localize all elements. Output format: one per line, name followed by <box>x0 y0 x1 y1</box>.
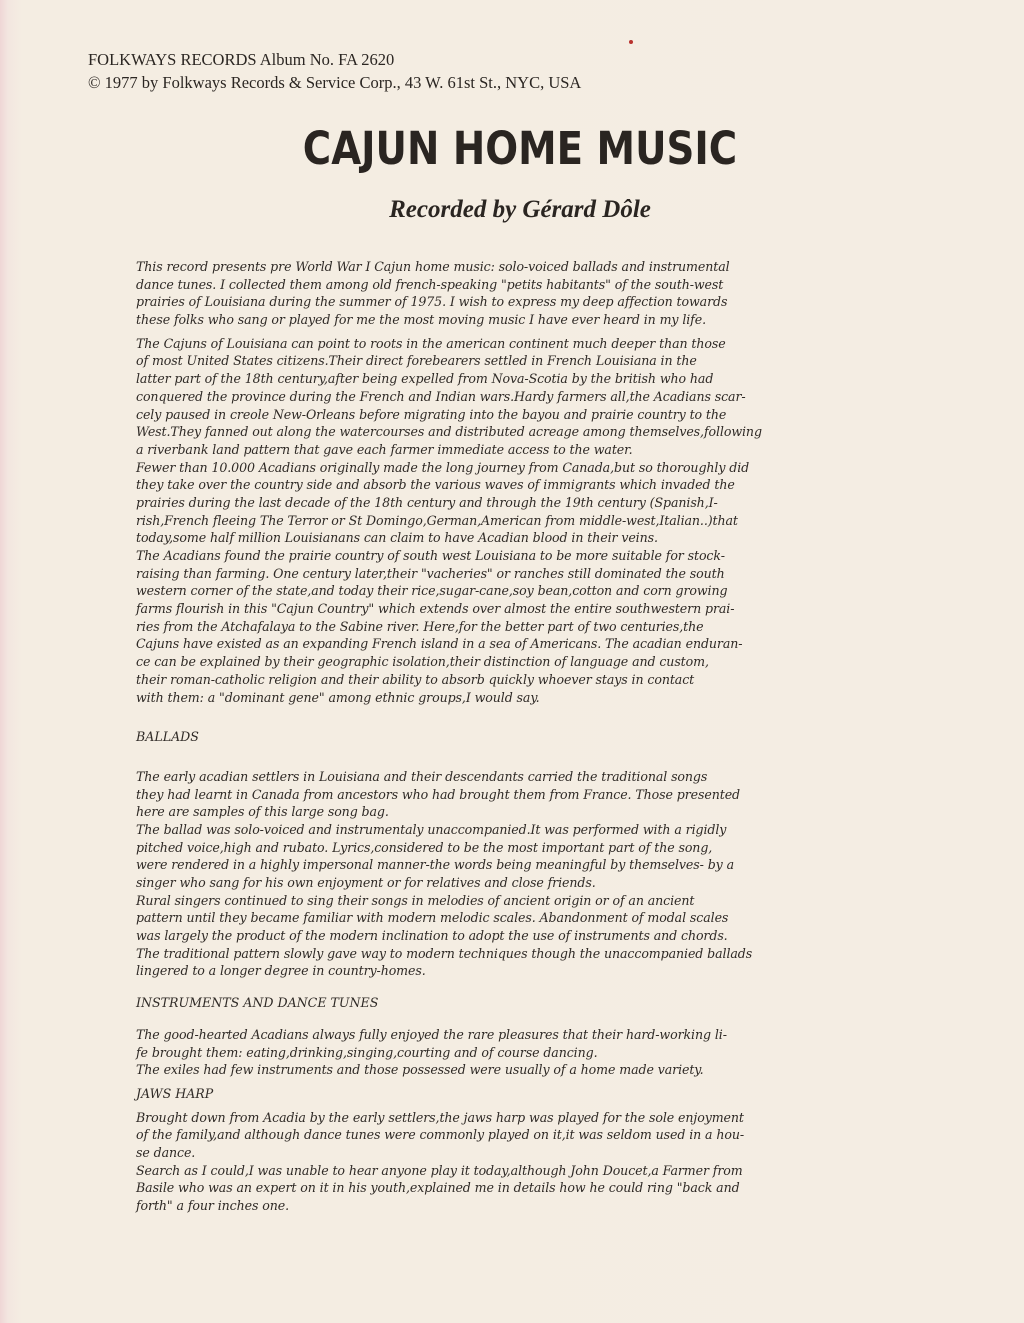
page-subtitle: Recorded by Gérard Dôle <box>389 196 651 223</box>
text-line: Brought down from Acadia by the early settlers,the jaws harp was played for the sole enjoyment <box>136 1109 744 1125</box>
text-line: rish,French fleeing The Terror or St Domingo,German,American from middle-west,Italian..)that <box>136 512 738 528</box>
paragraph <box>136 335 926 706</box>
text-line: This record presents pre World War I Cajun home music: solo-voiced ballads and instrumental <box>136 259 730 274</box>
catalog-header <box>88 48 581 94</box>
section-heading: JAWS HARP <box>136 1085 214 1101</box>
paragraph-gap <box>136 746 926 768</box>
section-heading: BALLADS <box>136 729 199 745</box>
text-line: prairies during the last decade of the 18th century and through the 19th century (Spanish,I- <box>136 494 718 510</box>
paragraph-gap <box>136 980 926 994</box>
text-line: The exiles had few instruments and those possessed were usually of a home made variety. <box>136 1062 704 1078</box>
text-line: se dance. <box>136 1144 196 1160</box>
paragraph-gap <box>136 706 926 728</box>
section-heading: INSTRUMENTS AND DANCE TUNES <box>136 995 379 1011</box>
copyright-line: © 1977 by Folkways Records & Service Corp., 43 W. 61st St., NYC, USA <box>88 73 582 92</box>
paragraph <box>136 768 926 980</box>
text-line: today,some half million Louisianans can claim to have Acadian blood in their veins. <box>136 530 658 546</box>
text-line: The Acadians found the prairie country of south west Louisiana to be more suitable for stock- <box>136 548 725 563</box>
paragraph <box>136 1026 926 1079</box>
text-line: The traditional pattern slowly gave way to modern techniques though the unaccompanied ballads <box>136 945 753 961</box>
text-line: The early acadian settlers in Louisiana and their descendants carried the traditional songs <box>136 768 708 784</box>
paragraph <box>136 1109 926 1215</box>
text-line: The good-hearted Acadians always fully enjoyed the rare pleasures that their hard-working li- <box>136 1026 727 1042</box>
text-line: farms flourish in this "Cajun Country" which extends over almost the entire southwestern prai- <box>136 601 735 617</box>
text-line: Rural singers continued to sing their songs in melodies of ancient origin or of an ancient <box>136 892 695 908</box>
liner-notes-body <box>136 258 926 1215</box>
text-line: ce can be explained by their geographic isolation,their distinction of language and custom, <box>136 654 709 670</box>
text-line: a riverbank land pattern that gave each farmer immediate access to the water. <box>136 441 633 457</box>
text-line: were rendered in a highly impersonal manner-the words being meaningful by themselves- by a <box>136 857 734 873</box>
text-line: they take over the country side and absorb the various waves of immigrants which invaded the <box>136 477 735 493</box>
text-line: of most United States citizens.Their direct forebearers settled in French Louisiana in the <box>136 353 697 369</box>
text-line: The Cajuns of Louisiana can point to roots in the american continent much deeper than those <box>136 335 726 351</box>
red-ink-dot <box>629 40 633 44</box>
text-line: dance tunes. I collected them among old french-speaking "petits habitants" of the south-west <box>136 276 724 292</box>
text-line: of the family,and although dance tunes were commonly played on it,it was seldom used in a hou- <box>136 1127 745 1143</box>
text-line: The ballad was solo-voiced and instrumentaly unaccompanied.It was performed with a rigidly <box>136 821 727 837</box>
text-line: fe brought them: eating,drinking,singing,courting and of course dancing. <box>136 1044 598 1060</box>
text-line: with them: a "dominant gene" among ethnic groups,I would say. <box>136 689 540 705</box>
text-line: Cajuns have existed as an expanding French island in a sea of Americans. The acadian enduran- <box>136 636 743 652</box>
text-line: their roman-catholic religion and their ability to absorb quickly whoever stays in contact <box>136 671 695 687</box>
text-line: conquered the province during the French and Indian wars.Hardy farmers all,the Acadians scar- <box>136 388 746 404</box>
text-line: Fewer than 10.000 Acadians originally made the long journey from Canada,but so thoroughly did <box>136 459 750 475</box>
text-line: Basile who was an expert on it in his youth,explained me in details how he could ring "back and <box>136 1180 740 1196</box>
text-line: Search as I could,I was unable to hear anyone play it today,although John Doucet,a Farmer from <box>136 1162 743 1178</box>
paragraph-gap <box>136 1012 926 1026</box>
text-line: was largely the product of the modern inclination to adopt the use of instruments and chords. <box>136 928 728 944</box>
text-line: ries from the Atchafalaya to the Sabine river. Here,for the better part of two centuries,the <box>136 618 704 634</box>
text-line: forth" a four inches one. <box>136 1198 289 1213</box>
text-line: pitched voice,high and rubato. Lyrics,considered to be the most important part of the song, <box>136 839 713 855</box>
text-line: raising than farming. One century later,their "vacheries" or ranches still dominated the south <box>136 565 725 581</box>
text-line: here are samples of this large song bag. <box>136 804 389 820</box>
text-line: cely paused in creole New-Orleans before migrating into the bayou and prairie country to the <box>136 406 727 422</box>
page-title: CAJUN HOME MUSIC <box>302 122 738 175</box>
text-line: they had learnt in Canada from ancestors who had brought them from France. Those presented <box>136 786 741 802</box>
text-line: pattern until they became familiar with modern melodic scales. Abandonment of modal scales <box>136 910 729 926</box>
paragraph <box>136 258 926 329</box>
text-line: lingered to a longer degree in country-homes. <box>136 963 426 979</box>
text-line: prairies of Louisiana during the summer of 1975. I wish to express my deep affection towards <box>136 294 728 310</box>
text-line: western corner of the state,and today their rice,sugar-cane,soy bean,cotton and corn growing <box>136 583 728 599</box>
text-line: latter part of the 18th century,after being expelled from Nova-Scotia by the british who had <box>136 371 714 387</box>
text-line: West.They fanned out along the watercourses and distributed acreage among themselves,following <box>136 424 762 440</box>
text-line: singer who sang for his own enjoyment or for relatives and close friends. <box>136 875 596 890</box>
album-number-line: FOLKWAYS RECORDS Album No. FA 2620 <box>88 50 395 69</box>
text-line: these folks who sang or played for me the most moving music I have ever heard in my life. <box>136 312 707 328</box>
